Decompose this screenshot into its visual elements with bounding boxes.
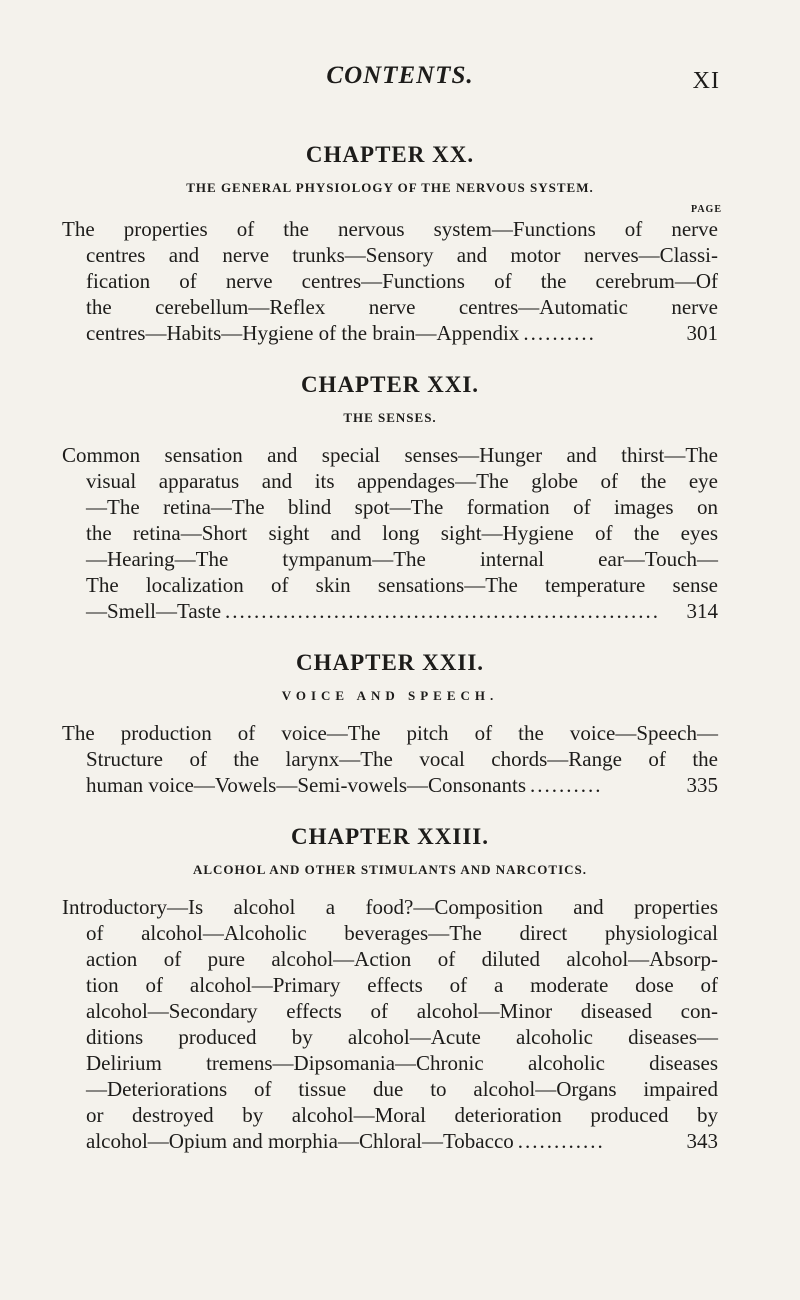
chapter-heading: CHAPTER XXIII. [290,824,490,849]
entry-line: the retina—Short sight and long sight—Hygiene of the eyes [86,521,718,545]
chapter-entry [62,442,718,624]
dot-leader: ............ [517,1129,605,1153]
page-column-label: PAGE [690,204,722,215]
entry-line: Introductory—Is alcohol a food?—Composition and properties [62,895,718,919]
chapter-entry [62,216,718,346]
entry-line: The localization of skin sensations—The temperature sense [86,573,718,597]
chapter-subtitle: THE SENSES. [343,410,437,425]
entry-line: Structure of the larynx—The vocal chords—Range of the [86,747,718,771]
chapter-heading: CHAPTER XXI. [300,372,480,397]
entry-line: or destroyed by alcohol—Moral deterioration produced by [86,1103,718,1127]
entry-line: ditions produced by alcohol—Acute alcoholic diseases— [86,1025,718,1049]
entry-page-number: 301 [686,321,718,345]
chapter-xxiii [62,822,718,1154]
dot-leader: ............................................................ [225,599,661,623]
entry-line: the cerebellum—Reflex nerve centres—Automatic nerve [86,295,718,319]
entry-line: visual apparatus and its appendages—The globe of the eye [86,469,718,493]
entry-line: centres and nerve trunks—Sensory and motor nerves—Classi- [86,243,718,267]
page-header [0,62,800,102]
entry-line: of alcohol—Alcoholic beverages—The direct physiological [86,921,718,945]
chapter-subtitle: ALCOHOL AND OTHER STIMULANTS AND NARCOTICS. [192,862,588,877]
running-title: CONTENTS. [326,62,474,89]
entry-line: —The retina—The blind spot—The formation of images on [86,495,718,519]
entry-line: tion of alcohol—Primary effects of a moderate dose of [86,973,718,997]
entry-line: The properties of the nervous system—Functions of nerve [62,217,718,241]
entry-page-number: 335 [686,773,718,797]
entry-line: alcohol—Secondary effects of alcohol—Minor diseased con- [86,999,718,1023]
chapter-heading: CHAPTER XXII. [295,650,485,675]
entry-line: The production of voice—The pitch of the voice—Speech— [62,721,718,745]
entry-line: centres—Habits—Hygiene of the brain—Appendix [86,321,520,345]
entry-page-number: 343 [686,1129,718,1153]
entry-line: —Hearing—The tympanum—The internal ear—Touch— [86,547,718,571]
entry-line: Common sensation and special senses—Hunger and thirst—The [62,443,718,467]
chapter-entry [62,894,718,1154]
table-of-contents [62,140,722,1154]
chapter-subtitle: VOICE AND SPEECH. [281,688,499,703]
entry-page-number: 314 [686,599,718,623]
entry-line: Delirium tremens—Dipsomania—Chronic alcoholic diseases [86,1051,718,1075]
entry-line: —Deteriorations of tissue due to alcohol—Organs impaired [86,1077,718,1101]
dot-leader: .......... [530,773,603,797]
entry-line: action of pure alcohol—Action of diluted alcohol—Absorp- [86,947,718,971]
entry-last-line [62,598,718,624]
chapter-heading: CHAPTER XX. [305,142,475,167]
chapter-entry [62,720,718,798]
entry-line: alcohol—Opium and morphia—Chloral—Tobacco [86,1129,514,1153]
entry-last-line [62,1128,718,1154]
chapter-xxi [62,370,718,624]
entry-line: —Smell—Taste [86,599,222,623]
chapter-xxii [62,648,718,798]
entry-last-line [62,320,718,346]
entry-line: human voice—Vowels—Semi-vowels—Consonants [86,773,526,797]
entry-last-line [62,772,718,798]
chapter-xx [62,140,722,346]
dot-leader: .......... [523,321,596,345]
entry-line: fication of nerve centres—Functions of the cerebrum—Of [86,269,718,293]
page-number: XI [692,68,720,94]
chapter-subtitle: THE GENERAL PHYSIOLOGY OF THE NERVOUS SYSTEM. [186,180,594,195]
